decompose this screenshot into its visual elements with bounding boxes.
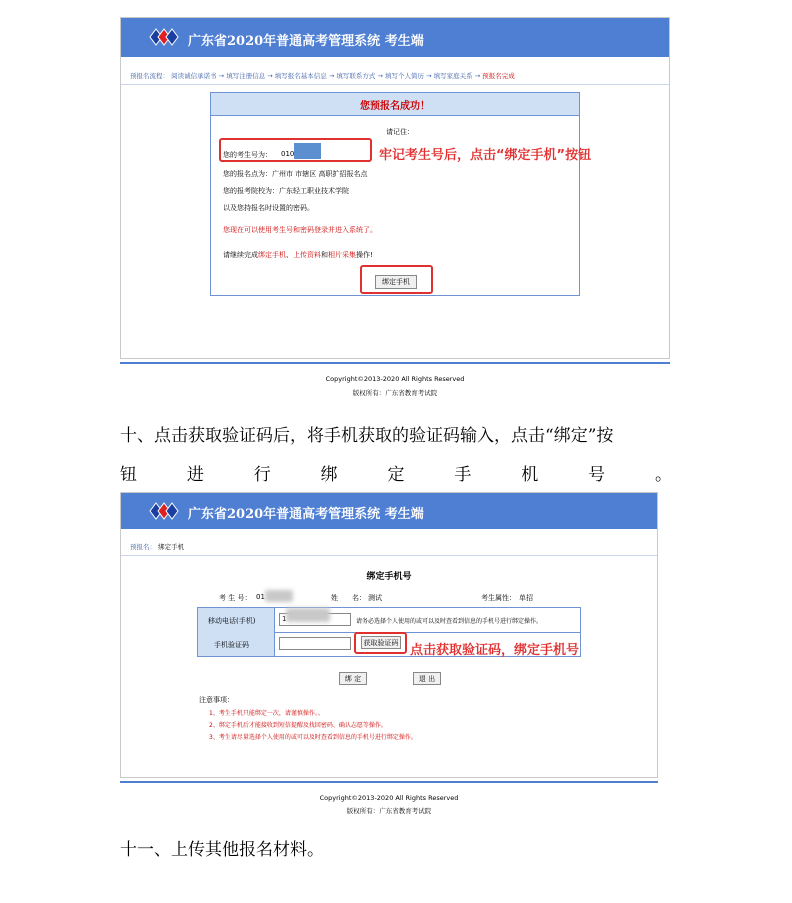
- continue-suffix: 操作!: [356, 251, 373, 259]
- panel-title: 您预报名成功！: [360, 101, 430, 112]
- para-char: 定: [387, 465, 405, 485]
- arrow-icon: →: [218, 72, 225, 80]
- login-note: 您现在可以使用考生号和密码登录并进入系统了。: [223, 226, 377, 234]
- code-input[interactable]: [279, 637, 351, 650]
- divider-1: [120, 362, 670, 364]
- para-char: 行: [253, 465, 271, 485]
- step-1[interactable]: 阅读诚信承诺书: [171, 72, 217, 80]
- link-bind-phone[interactable]: 绑定手机: [258, 251, 286, 259]
- mobile-value: 1: [282, 615, 287, 623]
- callout-get-code: 点击获取验证码，绑定手机号: [410, 643, 580, 658]
- notes-title: 注意事项：: [199, 696, 234, 704]
- password-text: 以及您持报名时设置的密码。: [223, 204, 314, 212]
- mobile-label: 移动电话(手机): [208, 617, 256, 625]
- code-label: 手机验证码: [214, 641, 249, 649]
- bind-title: 绑定手机号: [366, 572, 412, 582]
- para-char: 号: [588, 465, 606, 485]
- para-char: 手: [454, 465, 472, 485]
- paragraph-10-line2: [120, 460, 672, 485]
- breadcrumb: [130, 542, 184, 551]
- mobile-mask: [286, 608, 330, 622]
- arrow-icon: →: [267, 72, 273, 80]
- school-text: 您的报考院校为：广东轻工职业技术学院: [223, 187, 349, 195]
- para-char: 。: [655, 465, 672, 485]
- progress-steps: [130, 71, 515, 80]
- footer-owner-2: 版权所有：广东省教育考试院: [346, 807, 432, 815]
- banner-title: 广东省2020年普通高考管理系统 考生端: [188, 34, 424, 49]
- continue-and: 和: [321, 251, 328, 259]
- attr-label: 考生属性：: [481, 594, 516, 602]
- step-4[interactable]: 填写联系方式: [336, 72, 376, 80]
- exam-no-mask: [265, 590, 293, 602]
- banner-title: 广东省2020年普通高考管理系统 考生端: [188, 507, 424, 522]
- crumb-divider: [121, 555, 657, 556]
- para-char: 绑: [320, 465, 338, 485]
- exam-no-label: 考 生 号：: [219, 594, 252, 602]
- callout-remember: 牢记考生号后，点击“绑定手机”按钮: [379, 148, 592, 163]
- crumb-value: 绑定手机: [158, 543, 185, 551]
- note-3: 3、考生请尽量选择个人使用的或可以及时查看到信息的手机号进行绑定操作。: [209, 734, 417, 741]
- logo-icon: [149, 502, 179, 520]
- exam-no-value: 01: [256, 593, 265, 601]
- paragraph-10-line1: 十、点击获取验证码后，将手机获取的验证码输入，点击“绑定”按: [120, 426, 614, 446]
- crumb-label: 预报名：: [130, 543, 156, 551]
- step-3[interactable]: 填写报名基本信息: [274, 72, 327, 80]
- step-done: 预报名完成: [482, 72, 515, 80]
- highlight-get-code: [354, 632, 407, 654]
- divider-2: [120, 781, 658, 783]
- note-1: 1、考生手机只能绑定一次，请谨慎操作。。: [209, 710, 324, 717]
- highlight-exam-no: [219, 138, 372, 162]
- name-label: 姓 名：: [331, 594, 366, 602]
- steps-divider: [121, 84, 669, 85]
- step-5[interactable]: 填写个人简历: [385, 72, 425, 80]
- continue-text: [223, 250, 373, 260]
- system-banner: [121, 493, 657, 529]
- mobile-note: 请务必选择个人使用的或可以及时查看到信息的手机号进行绑定操作。: [356, 618, 543, 625]
- arrow-icon: →: [328, 72, 335, 80]
- footer-copyright-2: Copyright©2013-2020 All Rights Reserved: [319, 794, 459, 802]
- remember-label: 请记住：: [386, 128, 414, 136]
- bind-button[interactable]: 绑 定: [339, 672, 367, 685]
- name-value: 测试: [368, 594, 382, 602]
- note-2: 2、绑定手机后才能接收到短信提醒及找回密码、确认志愿等操作。: [209, 722, 387, 729]
- arrow-icon: →: [426, 72, 432, 80]
- screenshot-registration-success: [120, 17, 670, 359]
- link-photo[interactable]: 相片采集: [328, 251, 356, 259]
- footer-owner-1: 版权所有：广东省教育考试院: [352, 389, 438, 397]
- arrow-icon: →: [377, 72, 383, 80]
- exit-button[interactable]: 退 出: [413, 672, 441, 685]
- continue-sep: 、: [286, 251, 293, 259]
- logo-icon: [149, 28, 179, 46]
- para-char: 钮: [120, 465, 137, 485]
- footer-copyright-1: Copyright©2013-2020 All Rights Reserved: [325, 375, 465, 383]
- site-text: 您的报名点为：广州市 市辖区 高职扩招报名点: [223, 170, 368, 178]
- screenshot-bind-phone: [120, 492, 658, 778]
- step-6[interactable]: 填写家庭关系: [433, 72, 473, 80]
- system-banner: [121, 18, 669, 57]
- highlight-bind-button: [360, 265, 433, 294]
- link-upload[interactable]: 上传资料: [293, 251, 321, 259]
- exam-no-value: 010: [281, 150, 295, 158]
- step-2[interactable]: 填写注册信息: [226, 72, 266, 80]
- steps-label: 预报名流程：: [130, 72, 169, 80]
- continue-prefix: 请继续完成: [223, 251, 258, 259]
- exam-no-label: 您的考生号为：: [223, 151, 272, 159]
- arrow-icon: →: [474, 72, 481, 80]
- bind-phone-button[interactable]: 绑定手机: [375, 275, 417, 289]
- attr-value: 单招: [519, 594, 533, 602]
- paragraph-11: 十一、上传其他报名材料。: [120, 840, 324, 860]
- get-code-button[interactable]: 获取验证码: [361, 636, 401, 649]
- para-char: 机: [521, 465, 539, 485]
- para-char: 进: [186, 465, 204, 485]
